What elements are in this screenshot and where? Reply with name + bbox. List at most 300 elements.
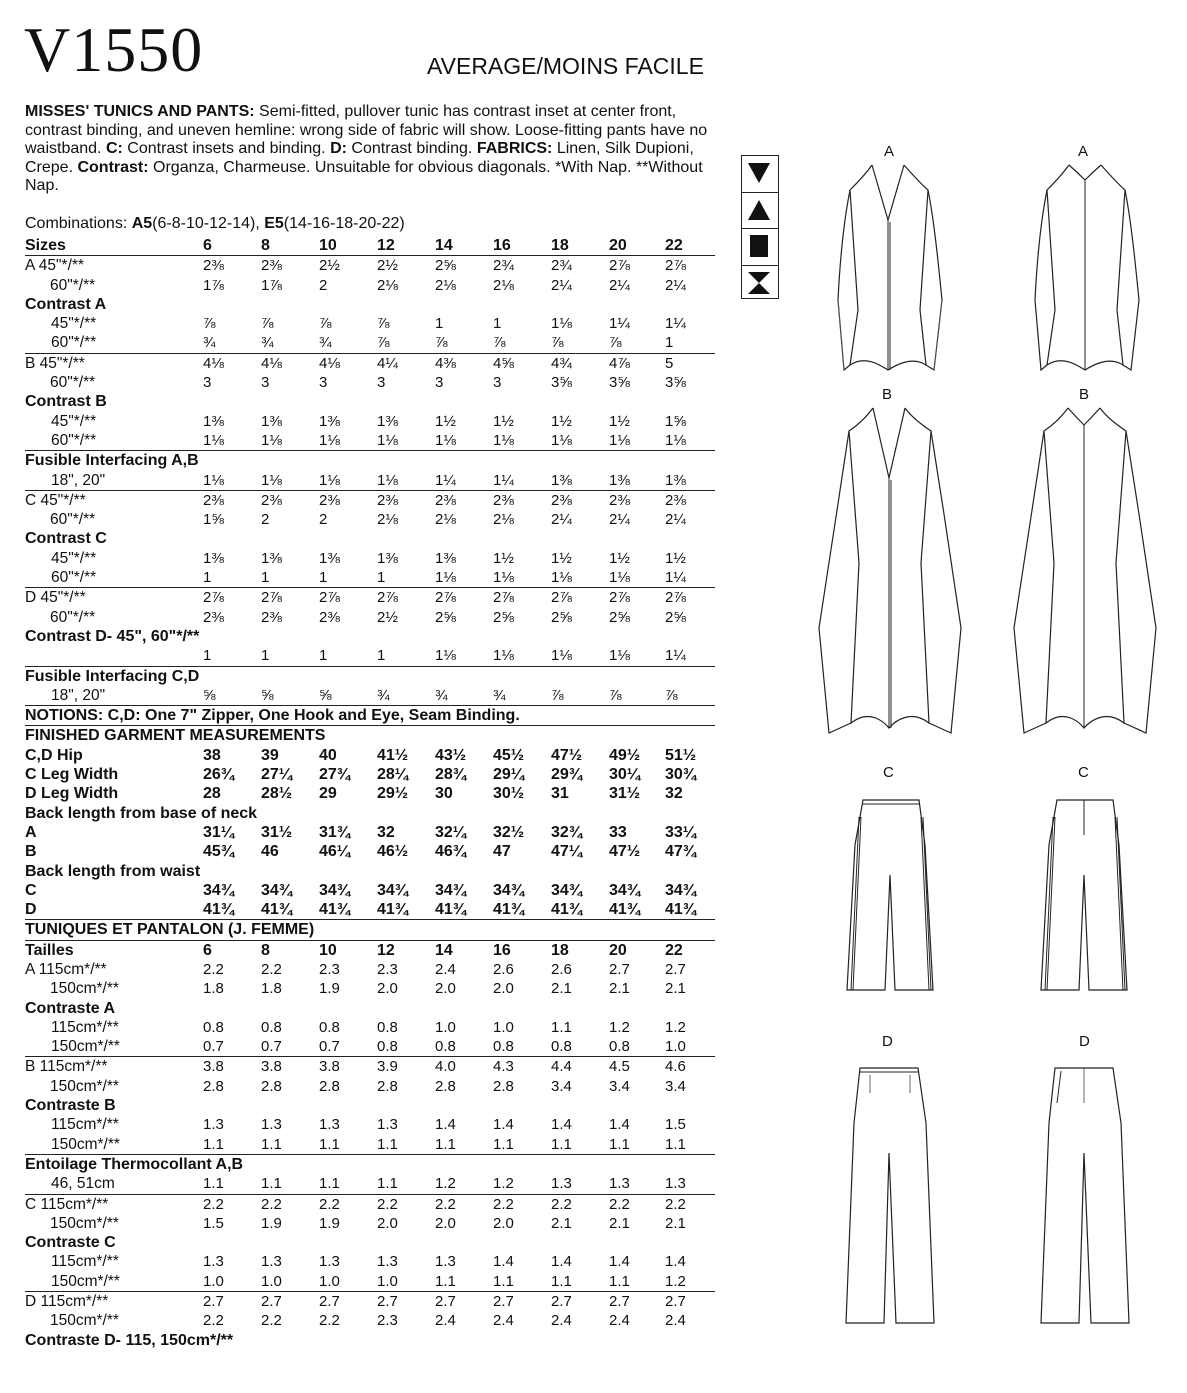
- table-cell: 1½: [551, 412, 572, 430]
- table-cell: 29: [319, 785, 337, 803]
- row-label: A 45"*/**: [25, 257, 84, 275]
- table-cell: 1.3: [203, 1116, 224, 1134]
- table-cell: 1.1: [261, 1135, 282, 1153]
- table-cell: 47¼: [551, 843, 583, 861]
- table-cell: 2⅜: [435, 491, 456, 509]
- table-cell: 2⅝: [551, 608, 572, 626]
- table-cell: 46¾: [435, 843, 467, 861]
- pants-d-back-sketch: [1035, 1063, 1135, 1328]
- table-cell: 3⅝: [609, 374, 630, 392]
- table-row: [25, 1214, 715, 1233]
- table-cell: ⅞: [319, 315, 332, 333]
- table-cell: 4⅛: [261, 354, 282, 372]
- row-label: 150cm*/**: [50, 1312, 119, 1330]
- table-cell: 1.2: [493, 1175, 514, 1193]
- table-cell: 34¾: [203, 881, 235, 899]
- table-cell: 1.5: [203, 1214, 224, 1232]
- table-cell: 1.4: [435, 1116, 456, 1134]
- table-cell: 8: [261, 237, 270, 254]
- row-label: Contraste D- 115, 150cm*/**: [25, 1331, 234, 1349]
- table-cell: 30: [435, 785, 453, 803]
- table-cell: 2.7: [435, 1293, 456, 1311]
- combo-a5-sizes: (6-8-10-12-14),: [152, 215, 265, 232]
- row-label: Entoilage Thermocollant A,B: [25, 1155, 244, 1173]
- row-label: A: [25, 823, 37, 841]
- table-cell: 41¾: [261, 901, 293, 919]
- table-cell: 34¾: [377, 881, 409, 899]
- row-label: C: [25, 881, 37, 899]
- row-label: 18", 20": [51, 471, 106, 489]
- table-cell: 1.1: [609, 1135, 630, 1153]
- table-cell: 47½: [551, 746, 583, 764]
- table-row: [25, 706, 715, 726]
- table-cell: 2.8: [319, 1077, 340, 1095]
- row-label: FINISHED GARMENT MEASUREMENTS: [25, 727, 326, 745]
- table-cell: 2⅞: [261, 589, 282, 607]
- table-cell: 2.0: [377, 980, 398, 998]
- table-cell: 1⅝: [665, 412, 686, 430]
- table-cell: 1.9: [261, 1214, 282, 1232]
- table-row: [25, 726, 715, 745]
- table-cell: 2.2: [261, 960, 282, 978]
- table-cell: 31: [551, 785, 569, 803]
- table-cell: 1: [665, 334, 674, 352]
- table-cell: 2.4: [609, 1312, 630, 1330]
- table-cell: 3.8: [203, 1058, 224, 1076]
- table-cell: 1.3: [319, 1253, 340, 1271]
- table-cell: 2.0: [493, 1214, 514, 1232]
- difficulty-label: AVERAGE/MOINS FACILE: [427, 53, 704, 79]
- table-cell: 1.8: [261, 980, 282, 998]
- table-row: [25, 471, 715, 491]
- row-label: 150cm*/**: [50, 980, 119, 998]
- table-cell: 10: [319, 941, 337, 959]
- table-cell: 2.2: [665, 1195, 686, 1213]
- view-b-front-label: B: [882, 386, 893, 403]
- table-cell: 2¼: [665, 276, 686, 294]
- table-row: [25, 823, 715, 842]
- table-cell: 2⅞: [665, 257, 686, 275]
- table-cell: 1.0: [261, 1272, 282, 1290]
- table-row: [25, 1115, 715, 1134]
- table-row: [25, 412, 715, 431]
- table-cell: 34¾: [435, 881, 467, 899]
- table-cell: 3: [261, 374, 270, 392]
- table-cell: 1: [377, 647, 386, 665]
- table-cell: 3.4: [551, 1077, 572, 1095]
- table-cell: 1⅜: [665, 471, 686, 489]
- table-cell: 2⅜: [665, 491, 686, 509]
- table-cell: 30¼: [609, 766, 641, 784]
- table-cell: 4⅞: [609, 354, 630, 372]
- table-row: [25, 999, 715, 1018]
- table-cell: 0.7: [203, 1038, 224, 1056]
- table-cell: 2.2: [551, 1195, 572, 1213]
- table-cell: 1.2: [609, 1018, 630, 1036]
- table-row: [25, 1077, 715, 1096]
- table-cell: 1.3: [319, 1116, 340, 1134]
- table-cell: 2.3: [377, 1312, 398, 1330]
- table-cell: 1.0: [435, 1018, 456, 1036]
- table-cell: 2⅞: [203, 589, 224, 607]
- table-cell: 2.0: [493, 980, 514, 998]
- table-row: [25, 1018, 715, 1037]
- row-label: B: [25, 843, 37, 861]
- table-cell: ⅝: [319, 686, 332, 704]
- table-cell: 2.2: [203, 960, 224, 978]
- table-cell: 0.8: [377, 1018, 398, 1036]
- table-cell: 1⅛: [203, 431, 224, 449]
- table-cell: 41¾: [435, 901, 467, 919]
- table-row: [25, 979, 715, 998]
- row-label: Contrast C: [25, 530, 107, 548]
- table-cell: ⅞: [609, 334, 622, 352]
- row-label: 60"*/**: [51, 431, 97, 449]
- table-cell: 31¾: [319, 823, 351, 841]
- table-row: [25, 276, 715, 295]
- view-d-back-label: D: [1079, 1033, 1090, 1050]
- row-label: Fusible Interfacing C,D: [25, 667, 200, 685]
- table-cell: 41¾: [377, 901, 409, 919]
- table-cell: 1⅛: [609, 647, 630, 665]
- table-cell: 2.3: [319, 960, 340, 978]
- table-cell: 47½: [609, 843, 641, 861]
- table-cell: 4⅛: [203, 354, 224, 372]
- table-cell: 1.9: [319, 1214, 340, 1232]
- table-cell: 1: [203, 569, 212, 587]
- table-cell: 18: [551, 941, 569, 959]
- table-cell: 1⅛: [609, 431, 630, 449]
- table-cell: 47¾: [665, 843, 697, 861]
- table-cell: 34¾: [551, 881, 583, 899]
- table-cell: 4.5: [609, 1058, 630, 1076]
- table-row: [25, 667, 715, 686]
- table-cell: 1.1: [435, 1135, 456, 1153]
- table-cell: 2: [319, 276, 328, 294]
- table-cell: 1.4: [609, 1253, 630, 1271]
- table-cell: 1⅜: [377, 549, 398, 567]
- table-cell: 28¼: [377, 766, 409, 784]
- table-cell: 2⅝: [493, 608, 514, 626]
- table-row: [25, 608, 715, 627]
- table-cell: 1: [319, 647, 328, 665]
- description-title: MISSES' TUNICS AND PANTS:: [25, 103, 255, 120]
- table-cell: 1⅛: [551, 431, 572, 449]
- table-cell: 1.4: [551, 1116, 572, 1134]
- table-cell: 32¼: [435, 823, 467, 841]
- table-cell: 1.4: [493, 1116, 514, 1134]
- table-cell: 3: [377, 374, 386, 392]
- view-c-text: Contrast insets and binding.: [122, 140, 331, 158]
- row-label: TUNIQUES ET PANTALON (J. FEMME): [25, 921, 315, 939]
- table-cell: 41½: [377, 746, 409, 764]
- row-label: Contrast A: [25, 295, 107, 313]
- table-cell: 1⅜: [261, 549, 282, 567]
- table-row: [25, 529, 715, 548]
- table-cell: 1⅜: [609, 471, 630, 489]
- table-cell: 2.6: [493, 960, 514, 978]
- table-cell: 1⅛: [665, 431, 686, 449]
- table-row: [25, 1057, 715, 1076]
- table-cell: 4⅛: [319, 354, 340, 372]
- table-cell: 1.1: [203, 1135, 224, 1153]
- row-label: NOTIONS: C,D: One 7" Zipper, One Hook and Eye, Seam Binding.: [25, 707, 520, 725]
- table-cell: 3⅝: [665, 374, 686, 392]
- table-cell: 1: [203, 647, 212, 665]
- table-cell: 2: [261, 511, 270, 529]
- table-cell: 0.8: [609, 1038, 630, 1056]
- row-label: 46, 51cm: [51, 1175, 115, 1193]
- tunic-a-back-sketch: [1027, 160, 1147, 385]
- table-cell: 4⅜: [435, 354, 456, 372]
- table-cell: 32½: [493, 823, 525, 841]
- table-row: [25, 1096, 715, 1115]
- row-label: 60"*/**: [50, 608, 96, 626]
- table-cell: 2.7: [609, 1293, 630, 1311]
- table-cell: 2½: [319, 257, 340, 275]
- table-cell: 1¼: [665, 647, 686, 665]
- table-row: [25, 746, 715, 765]
- table-cell: 31½: [261, 823, 293, 841]
- table-cell: 1.1: [609, 1272, 630, 1290]
- table-cell: 1⅛: [377, 471, 398, 489]
- table-cell: 1⅛: [377, 431, 398, 449]
- table-cell: 41¾: [665, 901, 697, 919]
- table-cell: 1.4: [551, 1253, 572, 1271]
- table-cell: 2.7: [609, 960, 630, 978]
- table-cell: 2.1: [609, 1214, 630, 1232]
- yardage-table: [25, 236, 715, 1350]
- table-cell: 1⅛: [261, 471, 282, 489]
- row-label: Contrast B: [25, 393, 107, 411]
- table-cell: 1⅞: [261, 276, 282, 294]
- table-cell: 41¾: [493, 901, 525, 919]
- tunic-a-front-sketch: [830, 160, 950, 385]
- table-cell: 2⅛: [435, 511, 456, 529]
- table-row: [25, 1272, 715, 1292]
- table-cell: ⅞: [551, 686, 564, 704]
- table-cell: 1¼: [493, 471, 514, 489]
- view-a-front-label: A: [884, 143, 895, 160]
- table-row: [25, 431, 715, 451]
- table-cell: 27¼: [261, 766, 293, 784]
- hourglass-icon: [747, 271, 771, 295]
- fabrics-label: FABRICS:: [476, 140, 553, 158]
- row-label: Back length from base of neck: [25, 804, 258, 822]
- table-cell: 3.8: [319, 1058, 340, 1076]
- table-cell: 1½: [493, 412, 514, 430]
- table-cell: 2.3: [377, 960, 398, 978]
- table-cell: 4¼: [377, 354, 398, 372]
- table-cell: 2.1: [551, 980, 572, 998]
- legend-cell-down: [742, 156, 778, 193]
- table-cell: 2⅛: [435, 276, 456, 294]
- down-triangle-icon: [747, 161, 771, 185]
- table-cell: 1.0: [665, 1038, 686, 1056]
- table-cell: 2⅞: [377, 589, 398, 607]
- row-label: Tailles: [25, 941, 74, 959]
- pants-d-front-sketch: [840, 1063, 940, 1328]
- row-label: 18", 20": [51, 686, 106, 704]
- row-label: B 115cm*/**: [25, 1058, 108, 1076]
- table-cell: 2¼: [609, 511, 630, 529]
- combo-e5-sizes: (14-16-18-20-22): [283, 215, 405, 232]
- table-cell: 2.4: [551, 1312, 572, 1330]
- table-cell: 1.1: [493, 1135, 514, 1153]
- table-cell: 4.6: [665, 1058, 686, 1076]
- table-cell: 1.0: [493, 1018, 514, 1036]
- square-icon: [747, 234, 771, 258]
- table-cell: 1.1: [551, 1135, 572, 1153]
- legend-cell-square: [742, 229, 778, 266]
- table-row: [25, 1252, 715, 1271]
- table-cell: 30½: [493, 785, 525, 803]
- table-row: [25, 646, 715, 666]
- row-label: C Leg Width: [25, 766, 119, 784]
- table-cell: 1.3: [609, 1175, 630, 1193]
- table-cell: 2.2: [203, 1312, 224, 1330]
- table-cell: 2.1: [551, 1214, 572, 1232]
- tunic-b-front-sketch: [815, 403, 965, 748]
- combo-a5: A5: [131, 215, 153, 232]
- table-cell: 46¼: [319, 843, 351, 861]
- table-row: [25, 373, 715, 392]
- row-label: 60"*/**: [50, 511, 96, 529]
- row-label: Fusible Interfacing A,B: [25, 452, 199, 470]
- description-text: Semi-fitted, pullover tunic has contrast inset at center front, contrast binding, and uneven hemline: wrong side of fabric will show. Loose-fitting pants have no waistband.: [25, 103, 708, 158]
- table-cell: 2⅝: [665, 608, 686, 626]
- up-triangle-icon: [747, 198, 771, 222]
- table-row: [25, 568, 715, 588]
- table-cell: 2.7: [319, 1293, 340, 1311]
- table-cell: 3: [319, 374, 328, 392]
- table-cell: 6: [203, 941, 212, 959]
- table-row: [25, 1195, 715, 1214]
- table-cell: 1: [493, 315, 502, 333]
- row-label: Contraste C: [25, 1234, 116, 1252]
- row-label: Contrast D- 45", 60"*/**: [25, 627, 200, 645]
- table-cell: 2⅜: [203, 257, 224, 275]
- table-cell: 29¼: [493, 766, 525, 784]
- table-row: [25, 627, 715, 646]
- table-cell: 1⅜: [319, 412, 340, 430]
- table-cell: 1⅛: [551, 569, 572, 587]
- row-label: 150cm*/**: [51, 1272, 120, 1290]
- table-cell: ¾: [493, 686, 506, 704]
- table-cell: 1⅛: [493, 569, 514, 587]
- table-row: [25, 881, 715, 900]
- table-cell: 20: [609, 237, 627, 254]
- table-cell: 2.7: [377, 1293, 398, 1311]
- table-cell: 2.6: [551, 960, 572, 978]
- table-cell: ¾: [203, 334, 216, 352]
- table-row: [25, 804, 715, 823]
- row-label: C 115cm*/**: [25, 1195, 109, 1213]
- table-cell: 45¾: [203, 843, 235, 861]
- table-cell: 1⅝: [203, 511, 224, 529]
- table-row: [25, 842, 715, 861]
- table-cell: 2⅝: [609, 608, 630, 626]
- table-cell: 1.3: [551, 1175, 572, 1193]
- table-cell: 2¼: [551, 276, 572, 294]
- table-cell: 3.9: [377, 1058, 398, 1076]
- table-cell: 2.2: [435, 1195, 456, 1213]
- row-label: Back length from waist: [25, 862, 201, 880]
- table-cell: 1.3: [261, 1116, 282, 1134]
- table-cell: 1.5: [665, 1116, 686, 1134]
- row-label: D Leg Width: [25, 785, 119, 803]
- table-cell: 2.7: [203, 1293, 224, 1311]
- table-cell: 2⅜: [261, 257, 282, 275]
- table-cell: 1.1: [261, 1175, 282, 1193]
- table-cell: 29¾: [551, 766, 583, 784]
- table-cell: 34¾: [665, 881, 697, 899]
- table-row: [25, 1233, 715, 1252]
- table-cell: 34¾: [493, 881, 525, 899]
- table-cell: 46½: [377, 843, 409, 861]
- table-cell: 12: [377, 941, 395, 959]
- row-label: 150cm*/**: [51, 1135, 120, 1153]
- table-cell: 1.2: [435, 1175, 456, 1193]
- row-label: 45"*/**: [51, 315, 97, 333]
- pants-c-front-sketch: [843, 795, 938, 995]
- table-cell: ⅞: [203, 315, 216, 333]
- table-cell: 1.1: [665, 1135, 686, 1153]
- table-cell: 2½: [377, 257, 398, 275]
- table-cell: 1½: [609, 412, 630, 430]
- table-cell: 1.1: [319, 1135, 340, 1153]
- table-cell: 1.3: [203, 1253, 224, 1271]
- table-cell: 2.2: [493, 1195, 514, 1213]
- fabrics-text: Linen, Silk Dupioni, Crepe.: [25, 140, 694, 176]
- row-label: D: [25, 901, 37, 919]
- table-cell: ¾: [261, 334, 274, 352]
- table-cell: 1: [261, 569, 270, 587]
- table-row: [25, 1311, 715, 1330]
- table-cell: 1.3: [261, 1253, 282, 1271]
- row-label: B 45"*/**: [25, 354, 85, 372]
- table-cell: ⅞: [261, 315, 274, 333]
- table-cell: 2.2: [377, 1195, 398, 1213]
- table-cell: 2.2: [261, 1195, 282, 1213]
- combo-e5: E5: [264, 215, 284, 232]
- table-cell: ⅝: [203, 686, 216, 704]
- table-row: [25, 960, 715, 979]
- view-a-back-label: A: [1078, 143, 1089, 160]
- row-label: Sizes: [25, 237, 66, 254]
- table-cell: 2.8: [377, 1077, 398, 1095]
- table-cell: 1⅛: [203, 471, 224, 489]
- table-cell: 1.1: [551, 1018, 572, 1036]
- table-cell: 3.4: [665, 1077, 686, 1095]
- table-cell: 27¾: [319, 766, 351, 784]
- table-cell: 1⅛: [435, 431, 456, 449]
- table-row: [25, 920, 715, 940]
- table-cell: 2.2: [261, 1312, 282, 1330]
- table-cell: 2½: [377, 608, 398, 626]
- table-cell: 1⅛: [435, 647, 456, 665]
- row-label: 115cm*/**: [51, 1116, 119, 1134]
- table-cell: 47: [493, 843, 511, 861]
- table-cell: 34¾: [261, 881, 293, 899]
- table-cell: 12: [377, 237, 395, 254]
- table-cell: 0.8: [377, 1038, 398, 1056]
- table-cell: 1¼: [609, 315, 630, 333]
- table-row: [25, 941, 715, 960]
- table-cell: 2⅜: [493, 491, 514, 509]
- table-cell: 32¾: [551, 823, 583, 841]
- table-row: [25, 354, 715, 373]
